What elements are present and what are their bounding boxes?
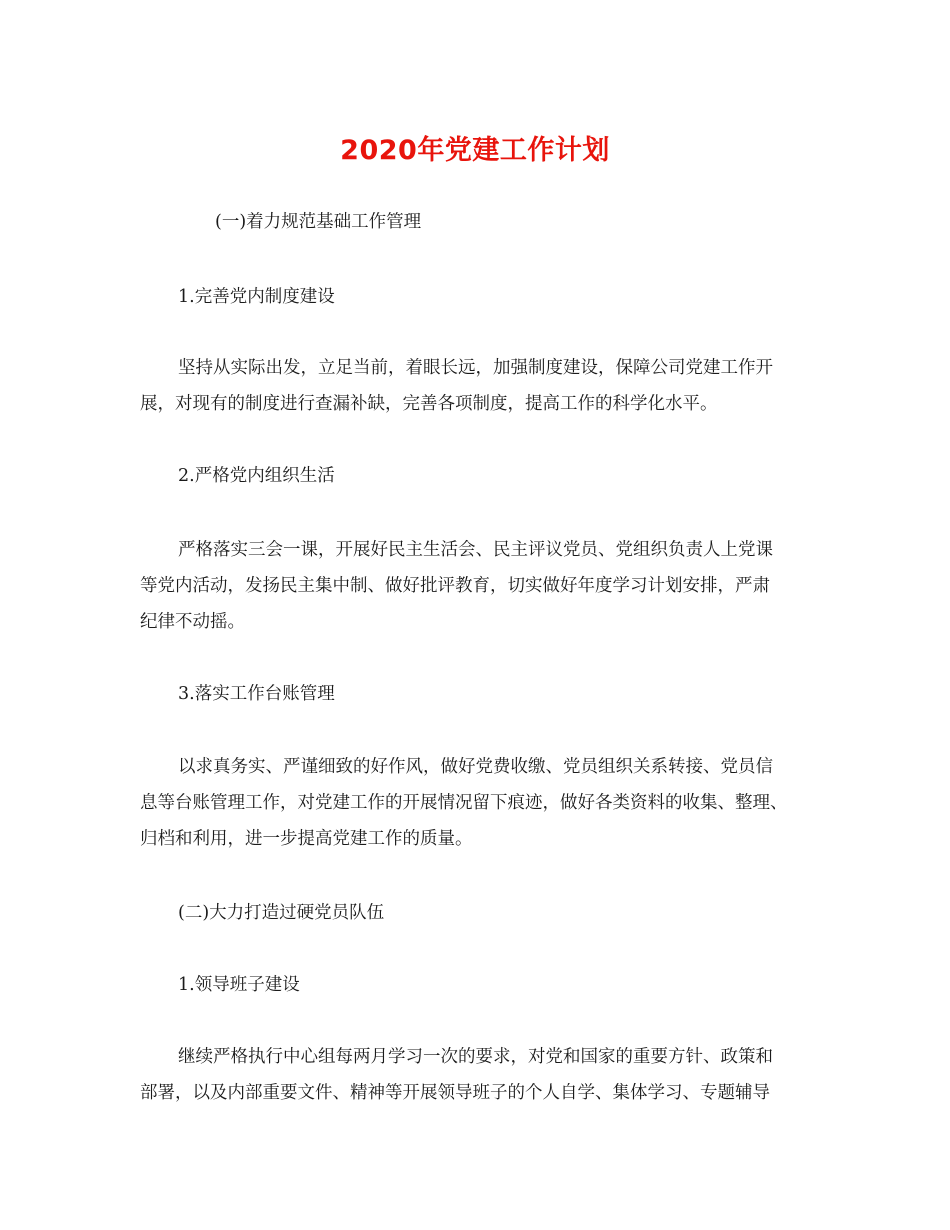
paragraph-line: 归档和利用，进一步提高党建工作的质量。 bbox=[140, 829, 473, 849]
paragraph-line: 继续严格执行中心组每两月学习一次的要求，对党和国家的重要方针、政策和 bbox=[178, 1047, 773, 1067]
paragraph-line: 以求真务实、严谨细致的好作风，做好党费收缴、党员组织关系转接、党员信 bbox=[178, 757, 773, 777]
paragraph-line: 展，对现有的制度进行查漏补缺，完善各项制度，提高工作的科学化水平。 bbox=[140, 394, 718, 414]
paragraph-line: 等党内活动，发扬民主集中制、做好批评教育，切实做好年度学习计划安排，严肃 bbox=[140, 576, 770, 596]
item-heading-2-1: 1.领导班子建设 bbox=[178, 975, 300, 995]
paragraph-line: 部署，以及内部重要文件、精神等开展领导班子的个人自学、集体学习、专题辅导 bbox=[140, 1083, 770, 1103]
item-heading-1-2: 2.严格党内组织生活 bbox=[178, 466, 335, 486]
section-heading-1: (一)着力规范基础工作管理 bbox=[215, 212, 422, 232]
paragraph-line: 纪律不动摇。 bbox=[140, 612, 245, 632]
paragraph-line: 严格落实三会一课，开展好民主生活会、民主评议党员、党组织负责人上党课 bbox=[178, 540, 773, 560]
document-title: 2020年党建工作计划 bbox=[340, 135, 610, 166]
section-heading-2: (二)大力打造过硬党员队伍 bbox=[178, 903, 385, 923]
paragraph-line: 息等台账管理工作，对党建工作的开展情况留下痕迹，做好各类资料的收集、整理、 bbox=[140, 793, 788, 813]
item-heading-1-3: 3.落实工作台账管理 bbox=[178, 684, 335, 704]
paragraph-line: 坚持从实际出发，立足当前，着眼长远，加强制度建设，保障公司党建工作开 bbox=[178, 358, 773, 378]
item-heading-1-1: 1.完善党内制度建设 bbox=[178, 287, 335, 307]
